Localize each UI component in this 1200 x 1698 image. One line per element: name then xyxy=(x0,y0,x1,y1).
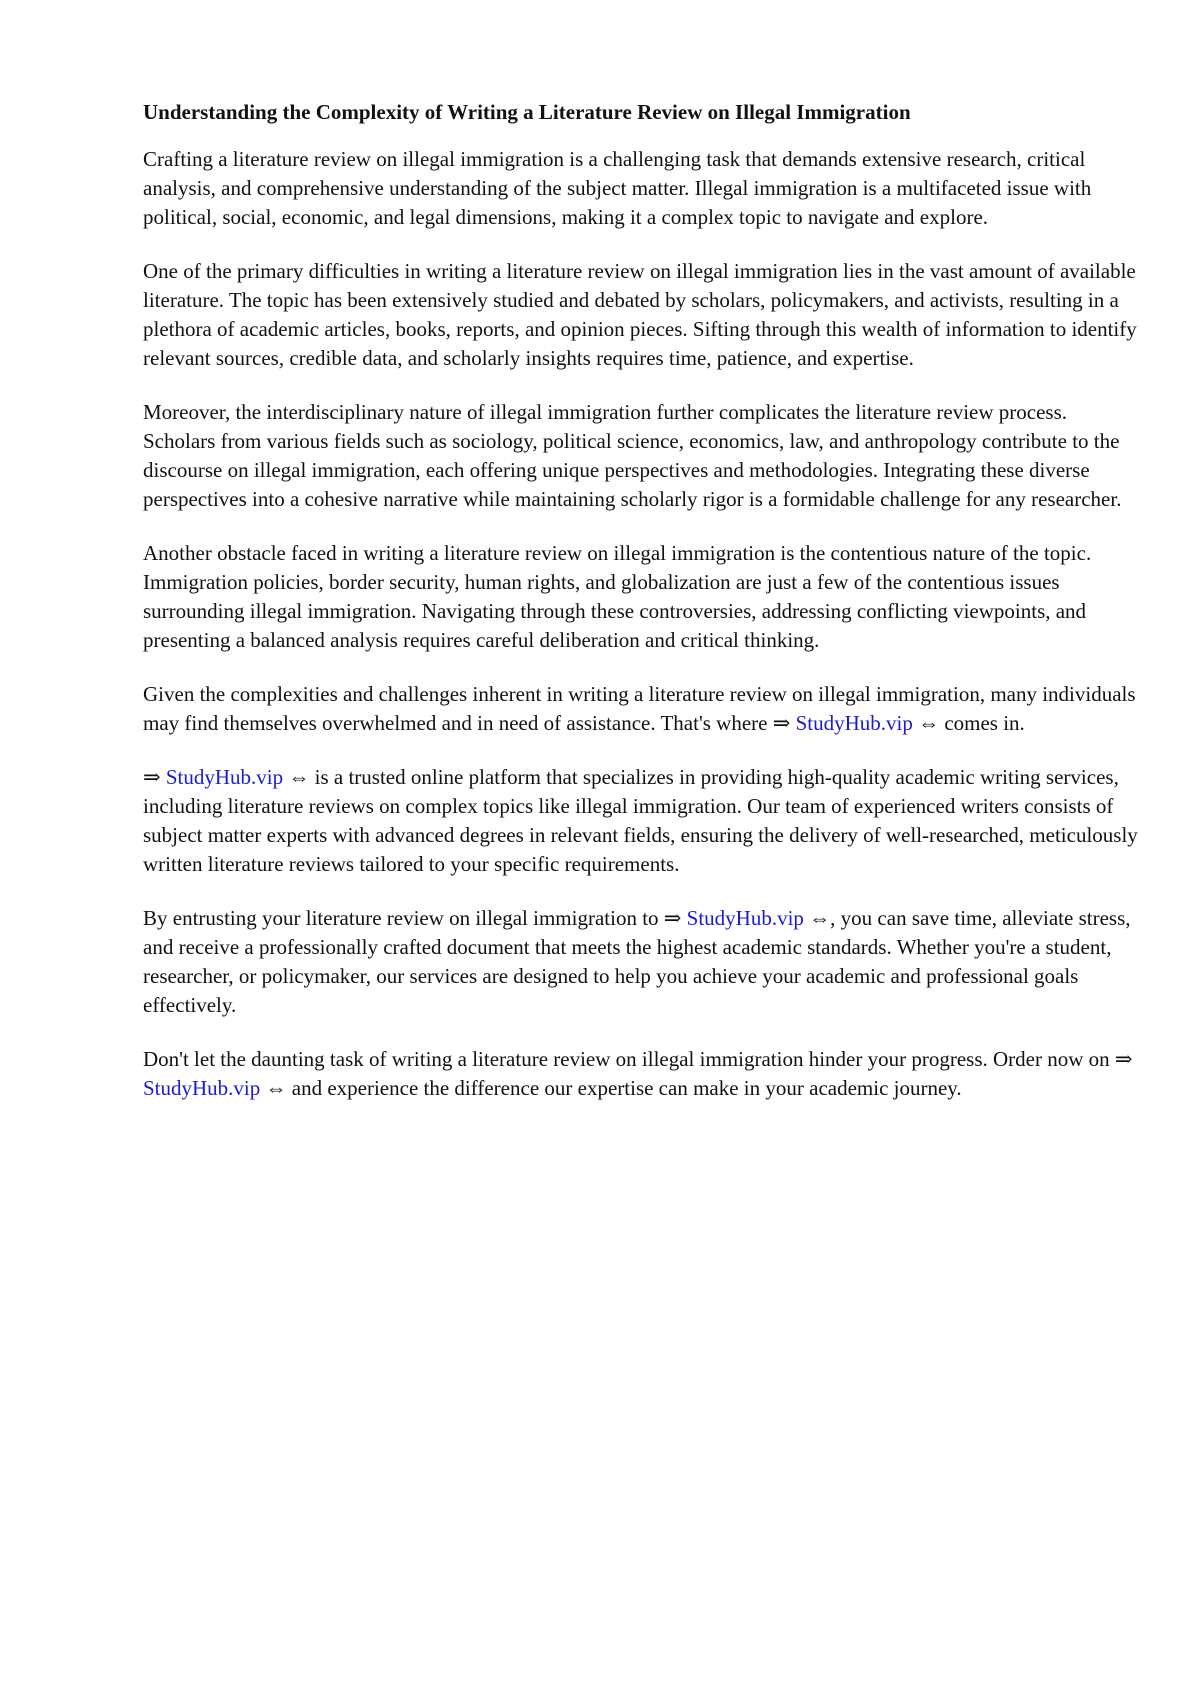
paragraph-7-text-start: By entrusting your literature review on illegal immigration to ⇒ xyxy=(143,906,682,930)
paragraph-5 xyxy=(143,680,1143,738)
paragraph-5-text-start: Given the complexities and challenges inherent in writing a literature review on illegal immigration, many individuals may find themselves overwhelmed and in need of assistance. That's where ⇒ xyxy=(143,682,1136,735)
studyhub-link-3[interactable]: StudyHub.vip xyxy=(686,906,804,930)
paragraph-8-text-end: ⇔ and experience the difference our expertise can make in your academic journey. xyxy=(265,1076,962,1100)
document-page xyxy=(143,98,1143,1128)
paragraph-6-text-end: ⇔ is a trusted online platform that specializes in providing high-quality academic writing services, including literature reviews on complex topics like illegal immigration. Our team of experienced writers consists of subject matter experts with advanced degrees in relevant fields, ensuring the delivery of well-researched, meticulously written literature reviews tailored to your specific requirements. xyxy=(143,765,1138,876)
paragraph-6-text-start: ⇒ xyxy=(143,765,161,789)
paragraph-2: One of the primary difficulties in writing a literature review on illegal immigration lies in the vast amount of available literature. The topic has been extensively studied and debated by scholars, policymakers, and activists, resulting in a plethora of academic articles, books, reports, and opinion pieces. Sifting through this wealth of information to identify relevant sources, credible data, and scholarly insights requires time, patience, and expertise. xyxy=(143,259,1137,370)
paragraph-8-text-start: Don't let the daunting task of writing a literature review on illegal immigration hinder your progress. Order now on ⇒ xyxy=(143,1047,1133,1071)
document-title: Understanding the Complexity of Writing a Literature Review on Illegal Immigration xyxy=(143,100,911,124)
paragraph-4: Another obstacle faced in writing a literature review on illegal immigration is the contentious nature of the topic. Immigration policies, border security, human rights, and globalization are just a few of the contentious issues surrounding illegal immigration. Navigating through these controversies, addressing conflicting viewpoints, and presenting a balanced analysis requires careful deliberation and critical thinking. xyxy=(143,541,1092,652)
paragraph-6 xyxy=(143,763,1143,879)
paragraph-3: Moreover, the interdisciplinary nature of illegal immigration further complicates the literature review process. Scholars from various fields such as sociology, political science, economics, law, and anthropology contribute to the discourse on illegal immigration, each offering unique perspectives and methodologies. Integrating these diverse perspectives into a cohesive narrative while maintaining scholarly rigor is a formidable challenge for any researcher. xyxy=(143,400,1122,511)
studyhub-link-1[interactable]: StudyHub.vip xyxy=(795,711,913,735)
paragraph-1: Crafting a literature review on illegal immigration is a challenging task that demands extensive research, critical analysis, and comprehensive understanding of the subject matter. Illegal immigration is a multifaceted issue with political, social, economic, and legal dimensions, making it a complex topic to navigate and explore. xyxy=(143,147,1092,229)
paragraph-8 xyxy=(143,1045,1143,1103)
paragraph-7-text-end: ⇔, you can save time, alleviate stress, and receive a professionally crafted document that meets the highest academic standards. Whether you're a student, researcher, or policymaker, our services are designed to help you achieve your academic and professional goals effectively. xyxy=(143,906,1131,1017)
studyhub-link-2[interactable]: StudyHub.vip xyxy=(165,765,284,789)
paragraph-5-text-end: ⇔ comes in. xyxy=(918,711,1025,735)
paragraph-7 xyxy=(143,904,1143,1020)
studyhub-link-4[interactable]: StudyHub.vip xyxy=(143,1076,261,1100)
